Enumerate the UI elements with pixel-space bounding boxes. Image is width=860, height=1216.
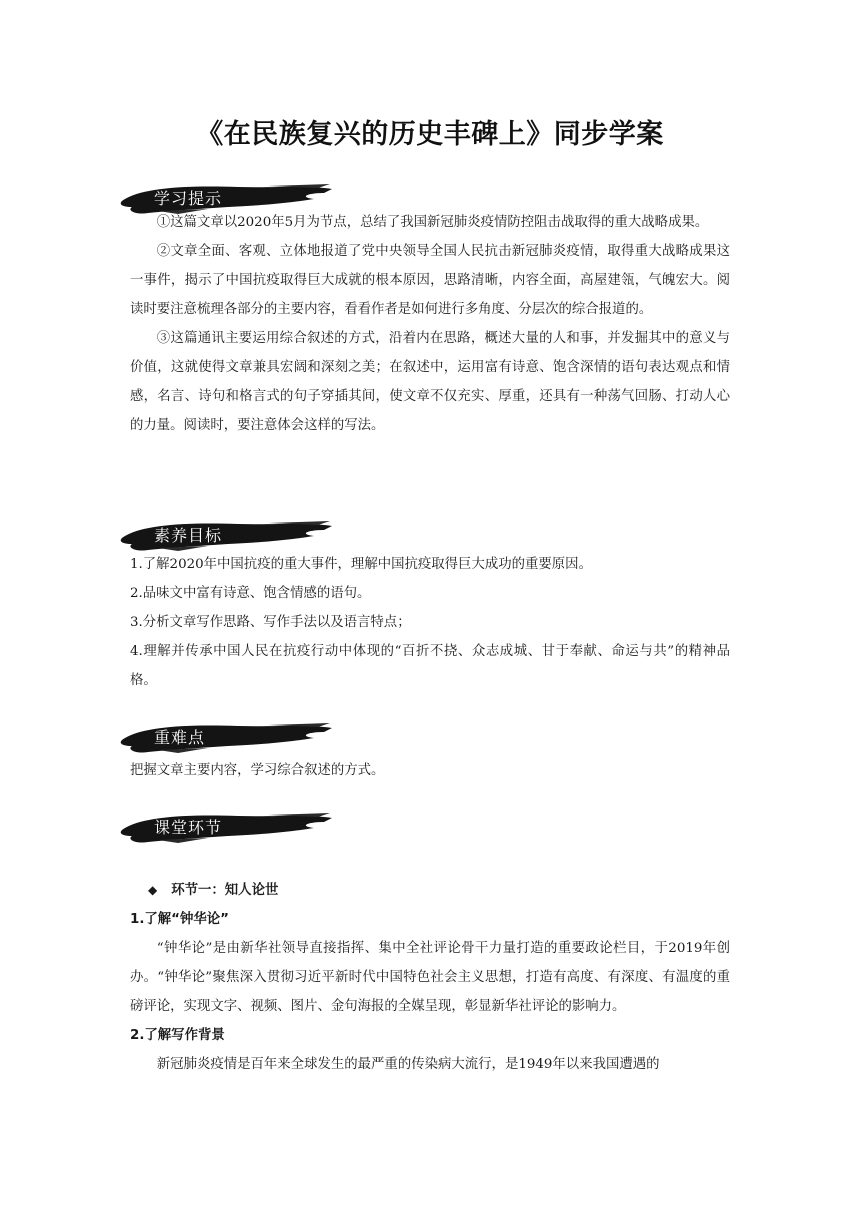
zhonghualun-paragraph: “钟华论”是由新华社领导直接指挥、集中全社评论骨干力量打造的重要政论栏目，于2019年创办。“钟华论”聚焦深入贯彻习近平新时代中国特色社会主义思想，打造有高度、有深度、有温度的重磅评论，实现文字、视频、图片、金句海报的全媒呈现，彰显新华社评论的影响力。 bbox=[130, 941, 730, 1014]
goal-item-4: 4.理解并传承中国人民在抗疫行动中体现的“百折不挠、众志成城、甘于奉献、命运与共”的精神品格。 bbox=[130, 644, 730, 688]
background-paragraph: 新冠肺炎疫情是百年来全球发生的最严重的传染病大流行，是1949年以来我国遭遇的 bbox=[156, 1057, 660, 1072]
section-key-points bbox=[130, 720, 730, 785]
section-banner bbox=[130, 810, 330, 844]
brush-stroke-banner bbox=[118, 720, 338, 756]
tips-paragraph-2: ②文章全面、客观、立体地报道了党中央领导全国人民抗击新冠肺炎疫情，取得重大战略成果这一事件，揭示了中国抗疫取得巨大成就的根本原因，思路清晰，内容全面，高屋建瓴，气魄宏大。阅读时要注意梳理各部分的主要内容，看看作者是如何进行多角度、分层次的综合报道的。 bbox=[130, 244, 730, 317]
step-title: 环节一：知人论世 bbox=[171, 883, 279, 898]
step-heading bbox=[148, 876, 730, 905]
section-banner bbox=[130, 181, 330, 215]
subheading-zhonghualun: 1.了解“钟华论” bbox=[130, 912, 229, 927]
document-title: 《在民族复兴的历史丰碑上》同步学案 bbox=[196, 119, 664, 150]
section-label: 素养目标 bbox=[154, 526, 223, 545]
tips-paragraph-3: ③这篇通讯主要运用综合叙述的方式，沿着内在思路，概述大量的人和事，并发掘其中的意义与价值，这就使得文章兼具宏阔和深刻之美；在叙述中，运用富有诗意、饱含深情的语句表达观点和情感，名言、诗句和格言式的句子穿插其间，使文章不仅充实、厚重，还具有一种荡气回肠、打动人心的力量。阅读时，要注意体会这样的写法。 bbox=[130, 331, 730, 433]
diamond-bullet-icon: ◆ bbox=[148, 883, 158, 897]
section-literacy-goals bbox=[130, 518, 730, 695]
section-label: 学习提示 bbox=[154, 189, 223, 208]
goal-item-3: 3.分析文章写作思路、写作手法以及语言特点； bbox=[130, 615, 411, 630]
section-label: 重难点 bbox=[154, 728, 206, 747]
brush-stroke-banner bbox=[118, 810, 338, 846]
tips-paragraph-1: ①这篇文章以2020年5月为节点，总结了我国新冠肺炎疫情防控阻击战取得的重大战略成果。 bbox=[156, 215, 709, 230]
goal-item-1: 1.了解2020年中国抗疫的重大事件，理解中国抗疫取得巨大成功的重要原因。 bbox=[130, 557, 592, 572]
section-banner bbox=[130, 720, 330, 754]
goal-item-2: 2.品味文中富有诗意、饱含情感的语句。 bbox=[130, 586, 371, 601]
brush-stroke-banner bbox=[118, 518, 338, 554]
section-banner bbox=[130, 518, 330, 552]
section-label: 课堂环节 bbox=[154, 818, 223, 837]
key-points-text: 把握文章主要内容，学习综合叙述的方式。 bbox=[130, 763, 385, 778]
section-study-tips bbox=[130, 181, 730, 440]
section-classroom bbox=[130, 810, 730, 1079]
brush-stroke-banner bbox=[118, 181, 338, 217]
subheading-background: 2.了解写作背景 bbox=[130, 1028, 225, 1043]
